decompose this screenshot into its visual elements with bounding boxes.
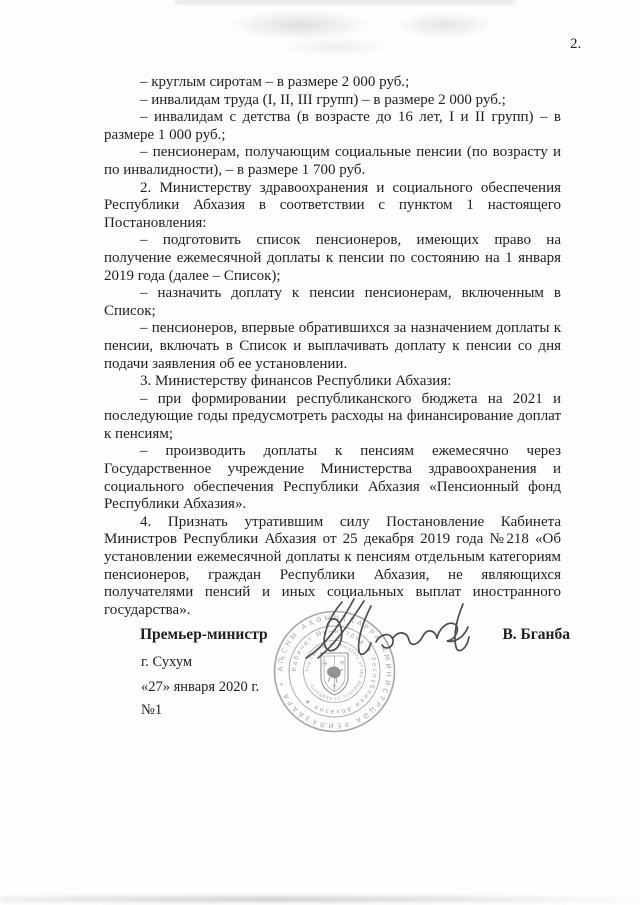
scan-artifact-bottom-streak (0, 894, 640, 903)
signature-meta (141, 655, 259, 728)
document-paragraph: 3. Министерству финансов Республики Абхазия: (140, 373, 452, 390)
document-paragraph: – при формировании республиканского бюджета на 2021 и последующие годы предусмотреть расходы на финансирование доплат к пенсиям; (104, 390, 561, 442)
document-paragraph: – производить доплаты к пенсиям ежемесячно через Государственное учреждение Министерства здравоохранения и социального обеспечения Республики Абхазия «Пенсионный фонд Республики Абхазия». (104, 443, 561, 513)
signer-name: В. Бганба (502, 626, 570, 643)
document-paragraph: – пенсионеров, впервые обратившихся за назначением доплаты к пенсии, включать в Список и выплачивать доплату к пенсии со дня подачи заявления об ее установлении. (104, 320, 561, 372)
document-paragraph: 2. Министерству здравоохранения и социального обеспечения Республики Абхазия в соответствии с пунктом 1 настоящего Постановления: (104, 179, 561, 231)
document-paragraph: 4. Признать утратившим силу Постановление Кабинета Министров Республики Абхазия от 25 декабря 2019 года №218 «Об установлении ежемесячной доплаты к пенсиям отдельным категориям пенсионеров, граждан Республики Абхазия, не являющихся получателями пенсий и иных социальных выплат иностранного государства». (104, 513, 561, 618)
stamp-ring-inner-text: The Cabinet of Ministers of the Republic of Abkhazia (305, 642, 364, 701)
scan-artifact-blob (225, 10, 375, 40)
scan-artifact-top-streak (175, 0, 515, 4)
svg-text:✳: ✳ (322, 660, 328, 668)
stamp-ring-mid-text: Кабинет Министров ★ Республики Абхазия ★ (290, 627, 379, 716)
svg-text:✳: ✳ (331, 683, 338, 690)
document-paragraph: – круглым сиротам – в размере 2 000 руб.; (140, 74, 410, 90)
svg-text:✳: ✳ (339, 659, 345, 667)
handwritten-signature (298, 592, 478, 664)
document-paragraph: – пенсионерам, получающим социальные пенсии (по возрасту и по инвалидности), – в размере 1 700 руб. (104, 144, 561, 178)
document-paragraph: – подготовить список пенсионеров, имеющих право на получение ежемесячной доплаты к пенсии по состоянию на 1 января 2019 года (далее – Список); (104, 232, 561, 284)
stamp-ring-outer-text: АҦСНЫ АҲӘЫНҬҚАРРА АМИНИСТРЦӘА РЕИЛАЗААРА • (276, 613, 393, 730)
signature-date: «27» января 2020 г. (141, 679, 260, 695)
scan-artifact-blob (275, 38, 395, 56)
document-paragraph: – назначить доплату к пенсии пенсионерам, включенным в Список; (104, 285, 561, 319)
scan-artifact-blob (392, 12, 497, 38)
horseman-figure (327, 666, 341, 678)
signature-number: №1 (141, 702, 163, 718)
document-body (104, 74, 561, 619)
signer-title: Премьер-министр (140, 626, 268, 643)
signature-city: г. Сухум (141, 654, 193, 670)
document-paragraph: – инвалидам с детства (в возрасте до 16 лет, I и II групп) – в размере 1 000 руб.; (104, 109, 561, 143)
page-number: 2. (570, 36, 582, 52)
document-paragraph: – инвалидам труда (I, II, III групп) – в размере 2 000 руб.; (140, 91, 506, 108)
